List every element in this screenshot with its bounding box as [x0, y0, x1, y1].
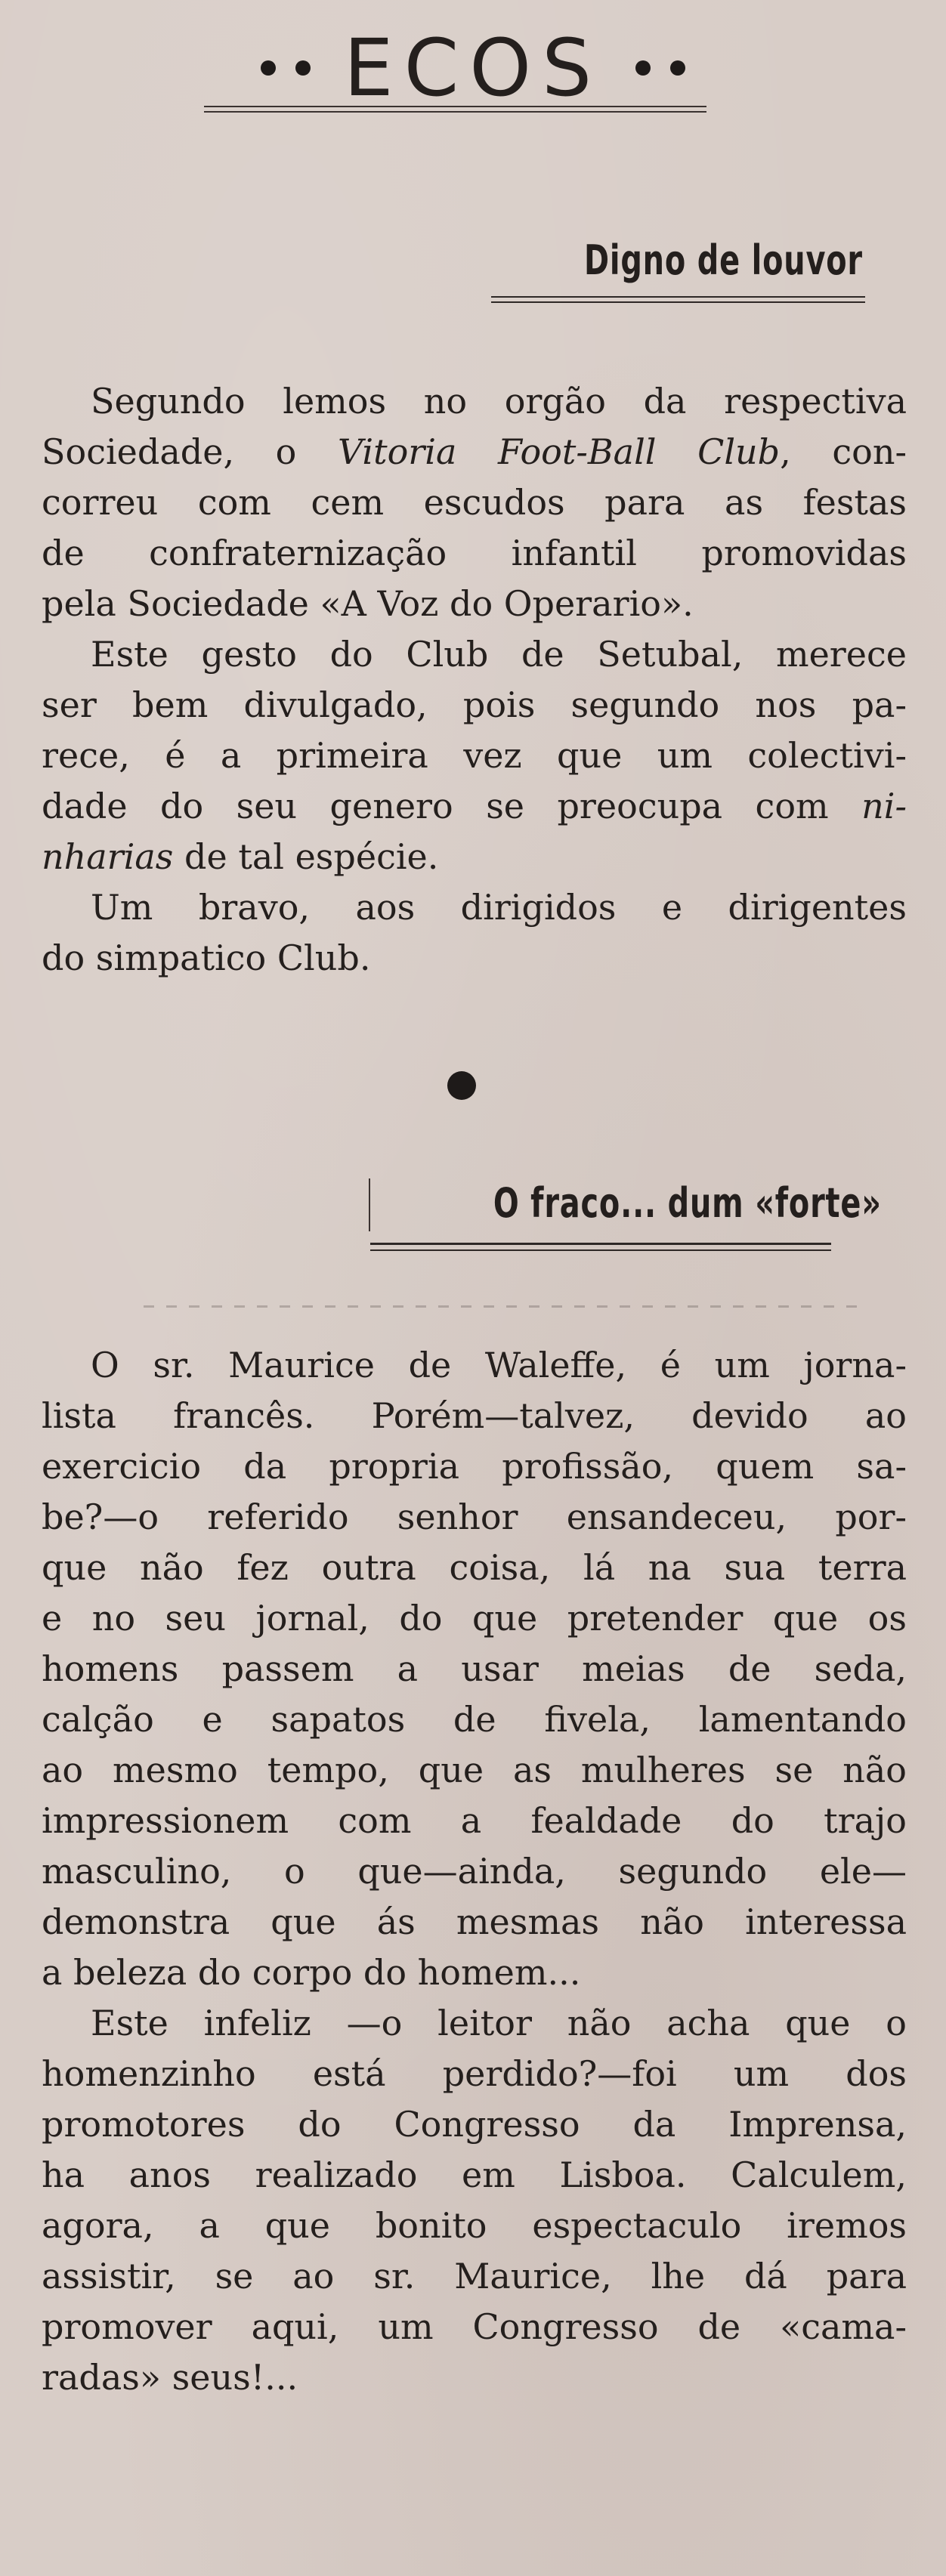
text-line: agora, a que bonito espectaculo iremos: [42, 2205, 907, 2246]
text-fragment: , con-: [780, 431, 907, 472]
text-line: correu com cem escudos para as festas: [42, 482, 907, 523]
text-line: calção e sapatos de fivela, lamentando: [42, 1699, 907, 1740]
heading-rule: [370, 1243, 831, 1251]
masthead-title: ECOS: [343, 22, 603, 114]
text-line: que não fez outra coisa, lá na sua terra: [42, 1547, 907, 1588]
article-body: [42, 376, 907, 984]
text-line: promover aqui, um Congresso de «cama-: [42, 2306, 907, 2347]
text-line: [42, 781, 907, 832]
ornament-dot-icon: [635, 60, 651, 76]
italic-word: nharias: [42, 836, 174, 877]
text-line: e no seu jornal, do que pretender que os: [42, 1598, 907, 1639]
text-line: O sr. Maurice de Waleffe, é um jorna-: [91, 1345, 907, 1385]
text-line: demonstra que ás mesmas não interessa: [42, 1901, 907, 1942]
text-line: assistir, se ao sr. Maurice, lhe dá para: [42, 2256, 907, 2296]
text-line: Este infeliz —o leitor não acha que o: [91, 2003, 907, 2043]
text-fragment: dade do seu genero se preocupa com: [42, 786, 862, 826]
text-line: pela Sociedade «A Voz do Operario».: [42, 583, 694, 624]
article-heading: Digno de louvor: [584, 236, 863, 284]
text-line: rece, é a primeira vez que um colectivi-: [42, 735, 907, 776]
text-line: ser bem divulgado, pois segundo nos pa-: [42, 684, 907, 725]
text-line: be?—o referido senhor ensandeceu, por-: [42, 1496, 907, 1537]
print-smudge: [144, 1305, 869, 1308]
text-fragment: Sociedade, o: [42, 431, 338, 472]
text-line: do simpatico Club.: [42, 937, 371, 978]
text-fragment: de tal espécie.: [173, 836, 439, 877]
text-line: homens passem a usar meias de seda,: [42, 1648, 907, 1689]
text-line: impressionem com a fealdade do trajo: [42, 1800, 907, 1841]
separator-dot-icon: [447, 1071, 476, 1100]
text-line: homenzinho está perdido?—foi um dos: [42, 2053, 907, 2094]
heading-rule: [491, 296, 865, 303]
text-line: promotores do Congresso da Imprensa,: [42, 2104, 907, 2145]
article-heading: O fraco... dum «forte»: [493, 1179, 882, 1227]
ornament-dot-icon: [295, 60, 311, 76]
italic-word: ni-: [861, 786, 907, 826]
text-line: exercicio da propria profissão, quem sa-: [42, 1446, 907, 1487]
text-line: lista francês. Porém—talvez, devido ao: [42, 1395, 907, 1436]
text-line: a beleza do corpo do homem...: [42, 1952, 581, 1993]
text-line: Um bravo, aos dirigidos e dirigentes: [91, 887, 907, 928]
text-line: radas» seus!...: [42, 2357, 298, 2398]
masthead-rule: [204, 106, 706, 113]
text-line: ao mesmo tempo, que as mulheres se não: [42, 1750, 907, 1790]
text-line: [42, 832, 907, 882]
text-line: masculino, o que—ainda, segundo ele—: [42, 1851, 907, 1892]
text-line: [42, 427, 907, 477]
text-line: Este gesto do Club de Setubal, merece: [91, 634, 907, 675]
article-body: [42, 1340, 907, 2403]
text-line: de confraternização infantil promovidas: [42, 533, 907, 573]
ornament-dot-icon: [261, 60, 276, 76]
text-line: ha anos realizado em Lisboa. Calculem,: [42, 2154, 907, 2195]
masthead: [0, 23, 946, 136]
ornament-dot-icon: [670, 60, 685, 76]
club-name: Vitoria Foot-Ball Club: [338, 431, 781, 472]
heading-bracket: [369, 1178, 370, 1231]
text-line: Segundo lemos no orgão da respectiva: [91, 381, 907, 422]
